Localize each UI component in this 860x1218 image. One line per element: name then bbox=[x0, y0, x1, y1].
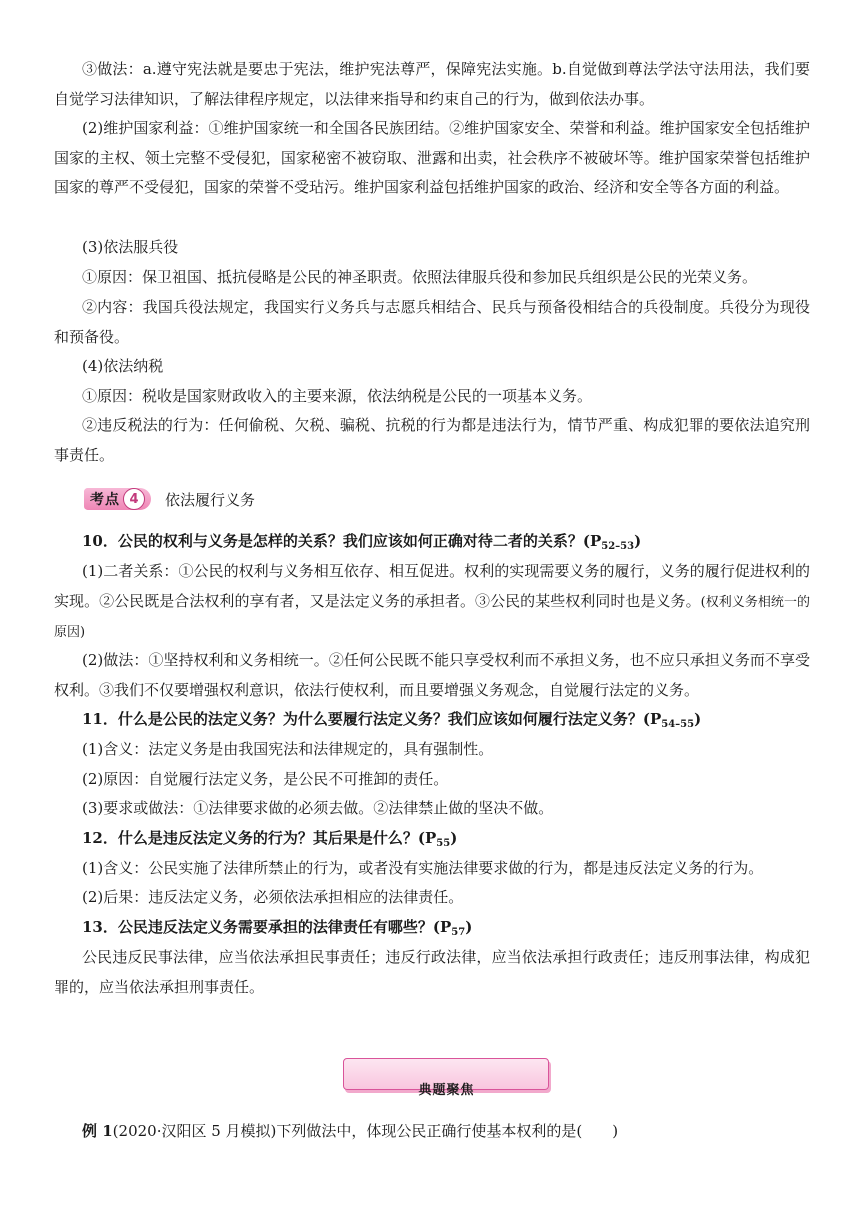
question-10-close: ) bbox=[634, 532, 642, 550]
paragraph-military-content: ②内容：我国兵役法规定，我国实行义务兵与志愿兵相结合、民兵与预备役相结合的兵役制度。兵役分为现役和预备役。 bbox=[54, 298, 810, 346]
answer-11-meaning: (1)含义：法定义务是由我国宪法和法律规定的，具有强制性。 bbox=[82, 740, 494, 758]
question-10-page: 52–53 bbox=[601, 541, 635, 552]
kaodian-badge bbox=[84, 488, 151, 510]
answer-11-reason: (2)原因：自觉履行法定义务，是公民不可推卸的责任。 bbox=[82, 770, 449, 788]
question-12-page: 55 bbox=[436, 838, 451, 849]
paragraph-constitution-practice: ③做法：a.遵守宪法就是要忠于宪法，维护宪法尊严，保障宪法实施。b.自觉做到尊法学法守法用法，我们要自觉学习法律知识，了解法律程序规定，以法律来指导和约束自己的行为，做到依法办事。 bbox=[54, 60, 810, 108]
answer-10-relation-text: (1)二者关系：①公民的权利与义务相互依存、相互促进。权利的实现需要义务的履行，义务的履行促进权利的实现。②公民既是合法权利的享有者，又是法定义务的承担者。③公民的某些权利同时也是义务。 bbox=[54, 562, 810, 610]
question-11-text: 11．什么是公民的法定义务？为什么要履行法定义务？我们应该如何履行法定义务？(P bbox=[82, 710, 662, 728]
question-12-text: 12．什么是违反法定义务的行为？其后果是什么？(P bbox=[82, 829, 437, 847]
answer-10-relation-note: (权利义务相统一的原因) bbox=[54, 594, 810, 640]
example-1-label: 例 1 bbox=[82, 1122, 113, 1140]
section-banner-label: 典题聚焦 bbox=[418, 1083, 475, 1098]
answer-10-relation bbox=[54, 557, 810, 648]
paragraph-national-interest: (2)维护国家利益：①维护国家统一和全国各民族团结。②维护国家安全、荣誉和利益。维护国家安全包括维护国家的主权、领土完整不受侵犯，国家秘密不被窃取、泄露和出卖，社会秩序不被破坏等。维护国家荣誉包括维护国家的尊严不受侵犯，国家的荣誉不受玷污。维护国家利益包括维护国家的政治、经济和安全等各方面的利益。 bbox=[54, 119, 810, 196]
heading-tax: (4)依法纳税 bbox=[82, 357, 164, 375]
answer-13: 公民违反民事法律，应当依法承担民事责任；违反行政法律，应当依法承担行政责任；违反刑事法律，构成犯罪的，应当依法承担刑事责任。 bbox=[54, 948, 810, 996]
question-13-close: ) bbox=[465, 918, 473, 936]
paragraph-tax-violation: ②违反税法的行为：任何偷税、欠税、骗税、抗税的行为都是违法行为，情节严重、构成犯罪的要依法追究刑事责任。 bbox=[54, 416, 810, 464]
heading-military-service: (3)依法服兵役 bbox=[82, 238, 179, 256]
paragraph-tax-reason: ①原因：税收是国家财政收入的主要来源，依法纳税是公民的一项基本义务。 bbox=[82, 387, 593, 405]
answer-12-consequence: (2)后果：违反法定义务，必须依法承担相应的法律责任。 bbox=[82, 888, 464, 906]
paragraph-military-reason: ①原因：保卫祖国、抵抗侵略是公民的神圣职责。依照法律服兵役和参加民兵组织是公民的光荣义务。 bbox=[82, 268, 758, 286]
answer-12-meaning: (1)含义：公民实施了法律所禁止的行为，或者没有实施法律要求做的行为，都是违反法定义务的行为。 bbox=[82, 859, 764, 877]
question-10-text: 10．公民的权利与义务是怎样的关系？我们应该如何正确对待二者的关系？(P bbox=[82, 532, 602, 550]
question-13-page: 57 bbox=[451, 927, 466, 938]
question-12-close: ) bbox=[450, 829, 458, 847]
kaodian-label: 考点 bbox=[90, 492, 120, 508]
kaodian-number: 4 bbox=[123, 488, 145, 510]
question-13-text: 13．公民违反法定义务需要承担的法律责任有哪些？(P bbox=[82, 918, 452, 936]
example-1-text: (2020·汉阳区 5 月模拟)下列做法中，体现公民正确行使基本权利的是( ) bbox=[112, 1122, 619, 1140]
section-heading-kaodian-4 bbox=[84, 486, 255, 512]
answer-11-requirement: (3)要求或做法：①法律要求做的必须去做。②法律禁止做的坚决不做。 bbox=[82, 799, 554, 817]
answer-10-practice: (2)做法：①坚持权利和义务相统一。②任何公民既不能只享受权利而不承担义务，也不应只承担义务而不享受权利。③我们不仅要增强权利意识，依法行使权利，而且要增强义务观念，自觉履行法定的义务。 bbox=[54, 651, 810, 699]
question-11-page: 54–55 bbox=[661, 719, 695, 730]
kaodian-title: 依法履行义务 bbox=[165, 490, 256, 509]
example-1 bbox=[54, 1117, 810, 1147]
question-11-close: ) bbox=[694, 710, 702, 728]
